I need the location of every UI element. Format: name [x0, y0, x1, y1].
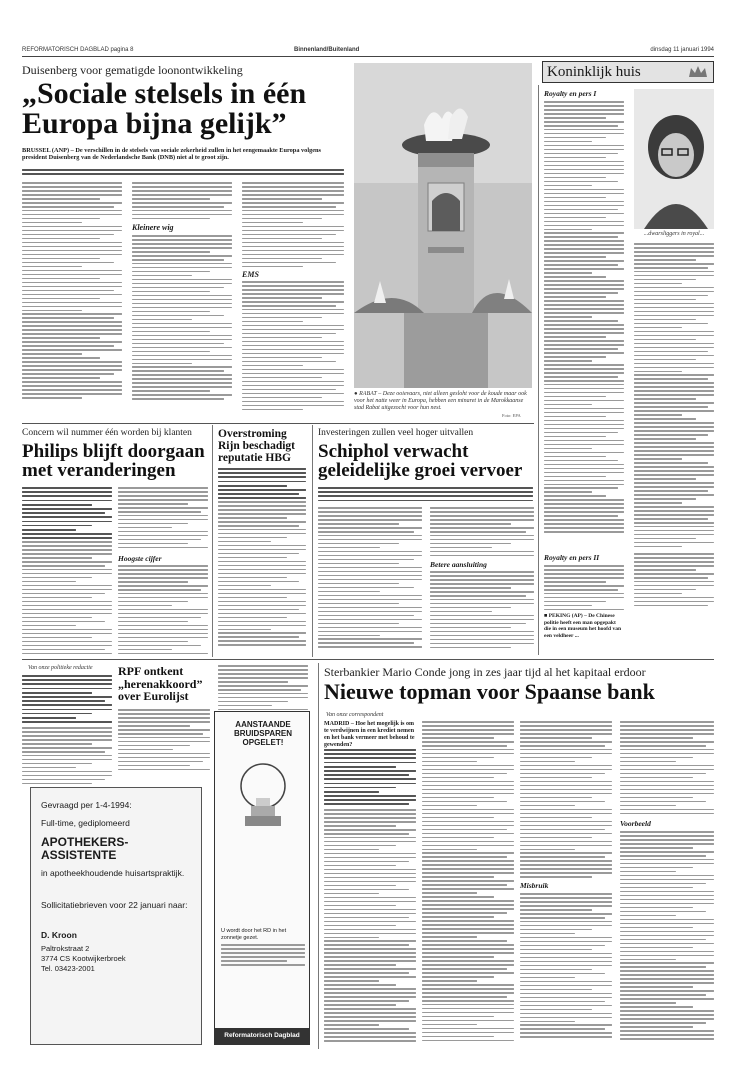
conde-intro-lines	[324, 749, 416, 808]
bruidsparen-body-lines	[221, 944, 305, 968]
lead-col2-top	[132, 182, 232, 222]
stork-minaret-photo	[354, 63, 532, 388]
lead-subhead-1: Kleinere wig	[132, 223, 174, 232]
politieke-body	[22, 727, 112, 787]
ad-city: 3774 CS Kootwijkerbroek	[41, 954, 126, 963]
photo-caption: ● RABAT – Deze ooievaars, niet alleen gesloht voor de koude maar ook voor het natte weer in Europa, hebben een minaret in de Marokkaanse stad Rabat uitgezocht voor hun nest.	[354, 391, 527, 411]
lead-col2-bottom	[132, 235, 232, 402]
ad-apply: Sollicitatiebrieven voor 22 januari naar:	[41, 900, 188, 910]
column-footer-item: ■ PEKING (AP) – De Chinese politie heeft een man opgepakt die in een museum het hoofd van een veldheer ...	[544, 613, 622, 639]
conde-subhead-1: Misbruik	[520, 881, 549, 890]
lead-col3-bottom	[242, 281, 344, 412]
ad-street: Paltrokstraat 2	[41, 944, 90, 953]
philips-kicker: Concern wil nummer één worden bij klanten	[22, 428, 192, 438]
column-title: Koninklijk huis	[547, 64, 641, 80]
divider-v3	[538, 85, 539, 655]
paper-name: REFORMATORISCH DAGBLAD pagina 8	[22, 47, 134, 53]
conde-byline: Van onze correspondent	[326, 712, 384, 718]
column-subhead-1: Royalty en pers I	[544, 89, 597, 98]
divider-v2	[312, 425, 313, 657]
rpf-col1	[118, 709, 210, 773]
portrait-caption: ...dwarsliggers in royal...	[643, 231, 705, 237]
ad-name: D. Kroon	[41, 930, 77, 940]
divider-1	[22, 423, 534, 424]
rpf-headline: RPF ontkent „herenakkoord” over Eurolijst	[118, 664, 203, 703]
bruidsparen-title: AANSTAANDE BRUIDSPAREN OPGELET!	[233, 720, 293, 747]
column-subhead-2: Royalty en pers II	[544, 553, 600, 562]
lead-intro: BRUSSEL (ANP) – De verschillen in de stelsels van sociale zekerheid zullen in het eengemaakte Europa volgens president Duisenberg van de Nederlandsche Bank (DNB) niet al te groot zijn.	[22, 147, 321, 162]
column-col1-bottom	[544, 565, 624, 613]
crown-icon	[688, 65, 708, 79]
lead-headline: „Sociale stelsels in één Europa bijna gelijk”	[22, 77, 307, 140]
column-col1	[544, 101, 624, 535]
overstroming-body	[218, 501, 306, 648]
lead-kicker: Duisenberg voor gematigde loonontwikkeling	[22, 63, 243, 77]
divider-v1	[212, 425, 213, 657]
politieke-intro	[22, 675, 112, 725]
divider-2	[22, 659, 714, 660]
conde-kicker: Sterbankier Mario Conde jong in zes jaar tijd al het kapitaal erdoor	[324, 665, 646, 679]
conde-col1	[324, 809, 416, 1044]
schiphol-intro	[318, 487, 533, 504]
portrait-photo	[634, 89, 714, 229]
conde-subhead-2: Voorbeeld	[620, 819, 651, 828]
photo-credit: Foto: EPA	[502, 413, 521, 418]
philips-col2-top	[118, 487, 208, 551]
section-name: Binnenland/Buitenland	[294, 47, 360, 53]
page-date: dinsdag 11 januari 1994	[650, 47, 714, 53]
conde-col2	[422, 721, 514, 1044]
schiphol-kicker: Investeringen zullen veel hoger uitvallen	[318, 428, 474, 438]
page-header	[22, 45, 714, 57]
overstroming-intro	[218, 468, 306, 502]
philips-subhead: Hoogste cijfer	[118, 554, 162, 563]
ad-desc: in apotheekhoudende huisartspraktijk.	[41, 868, 185, 878]
philips-col1	[22, 541, 112, 657]
politieke-label: Van onze politieke redactie	[28, 665, 93, 671]
schiphol-col2-bottom	[430, 571, 534, 651]
schiphol-col1	[318, 507, 422, 650]
ad-job-type: Full-time, gediplomeerd	[41, 818, 130, 828]
minaret-illustration	[354, 63, 532, 388]
bruidsparen-ad	[214, 711, 310, 1045]
lead-subhead-2: EMS	[242, 270, 259, 279]
column-title-box	[542, 61, 714, 83]
apotheek-ad	[30, 787, 202, 1045]
cake-icon	[225, 756, 301, 830]
bruidsparen-footer: Reformatorisch Dagblad	[215, 1028, 309, 1044]
newspaper-page	[22, 45, 714, 1057]
conde-col4-top	[620, 721, 714, 817]
column-col2-bottom	[634, 553, 714, 609]
lead-col1	[22, 182, 122, 401]
schiphol-headline: Schiphol verwacht geleidelijke groei vervoer	[318, 441, 523, 481]
lead-intro-lines	[22, 169, 344, 177]
philips-headline: Philips blijft doorgaan met veranderingen	[22, 441, 205, 481]
conde-col4-bottom	[620, 831, 714, 1042]
philips-col2-bottom	[118, 565, 208, 657]
bruidsparen-body: U wordt door het RD in het zonnetje gezet.	[221, 928, 287, 941]
conde-headline: Nieuwe topman voor Spaanse bank	[324, 679, 655, 704]
philips-intro	[22, 487, 112, 541]
ad-title: APOTHEKERS-ASSISTENTE	[41, 835, 129, 862]
conde-col3-top	[520, 721, 612, 880]
schiphol-col2-top	[430, 507, 534, 559]
overstroming-headline: Overstroming Rijn beschadigt reputatie HBG	[218, 428, 295, 464]
schiphol-subhead: Betere aansluiting	[430, 560, 487, 569]
conde-col3-bottom	[520, 893, 612, 1040]
ad-phone: Tel. 03423-2001	[41, 964, 95, 973]
column-col2	[634, 243, 714, 550]
lead-col3-top	[242, 182, 344, 270]
conde-intro: MADRID – Hoe het mogelijk is om te verdwijnen in een krediet nemen en het bank vermeer met behoud te gewenden?	[324, 721, 415, 748]
divider-v4	[318, 663, 319, 1049]
ad-date-line: Gevraagd per 1-4-1994:	[41, 800, 132, 810]
